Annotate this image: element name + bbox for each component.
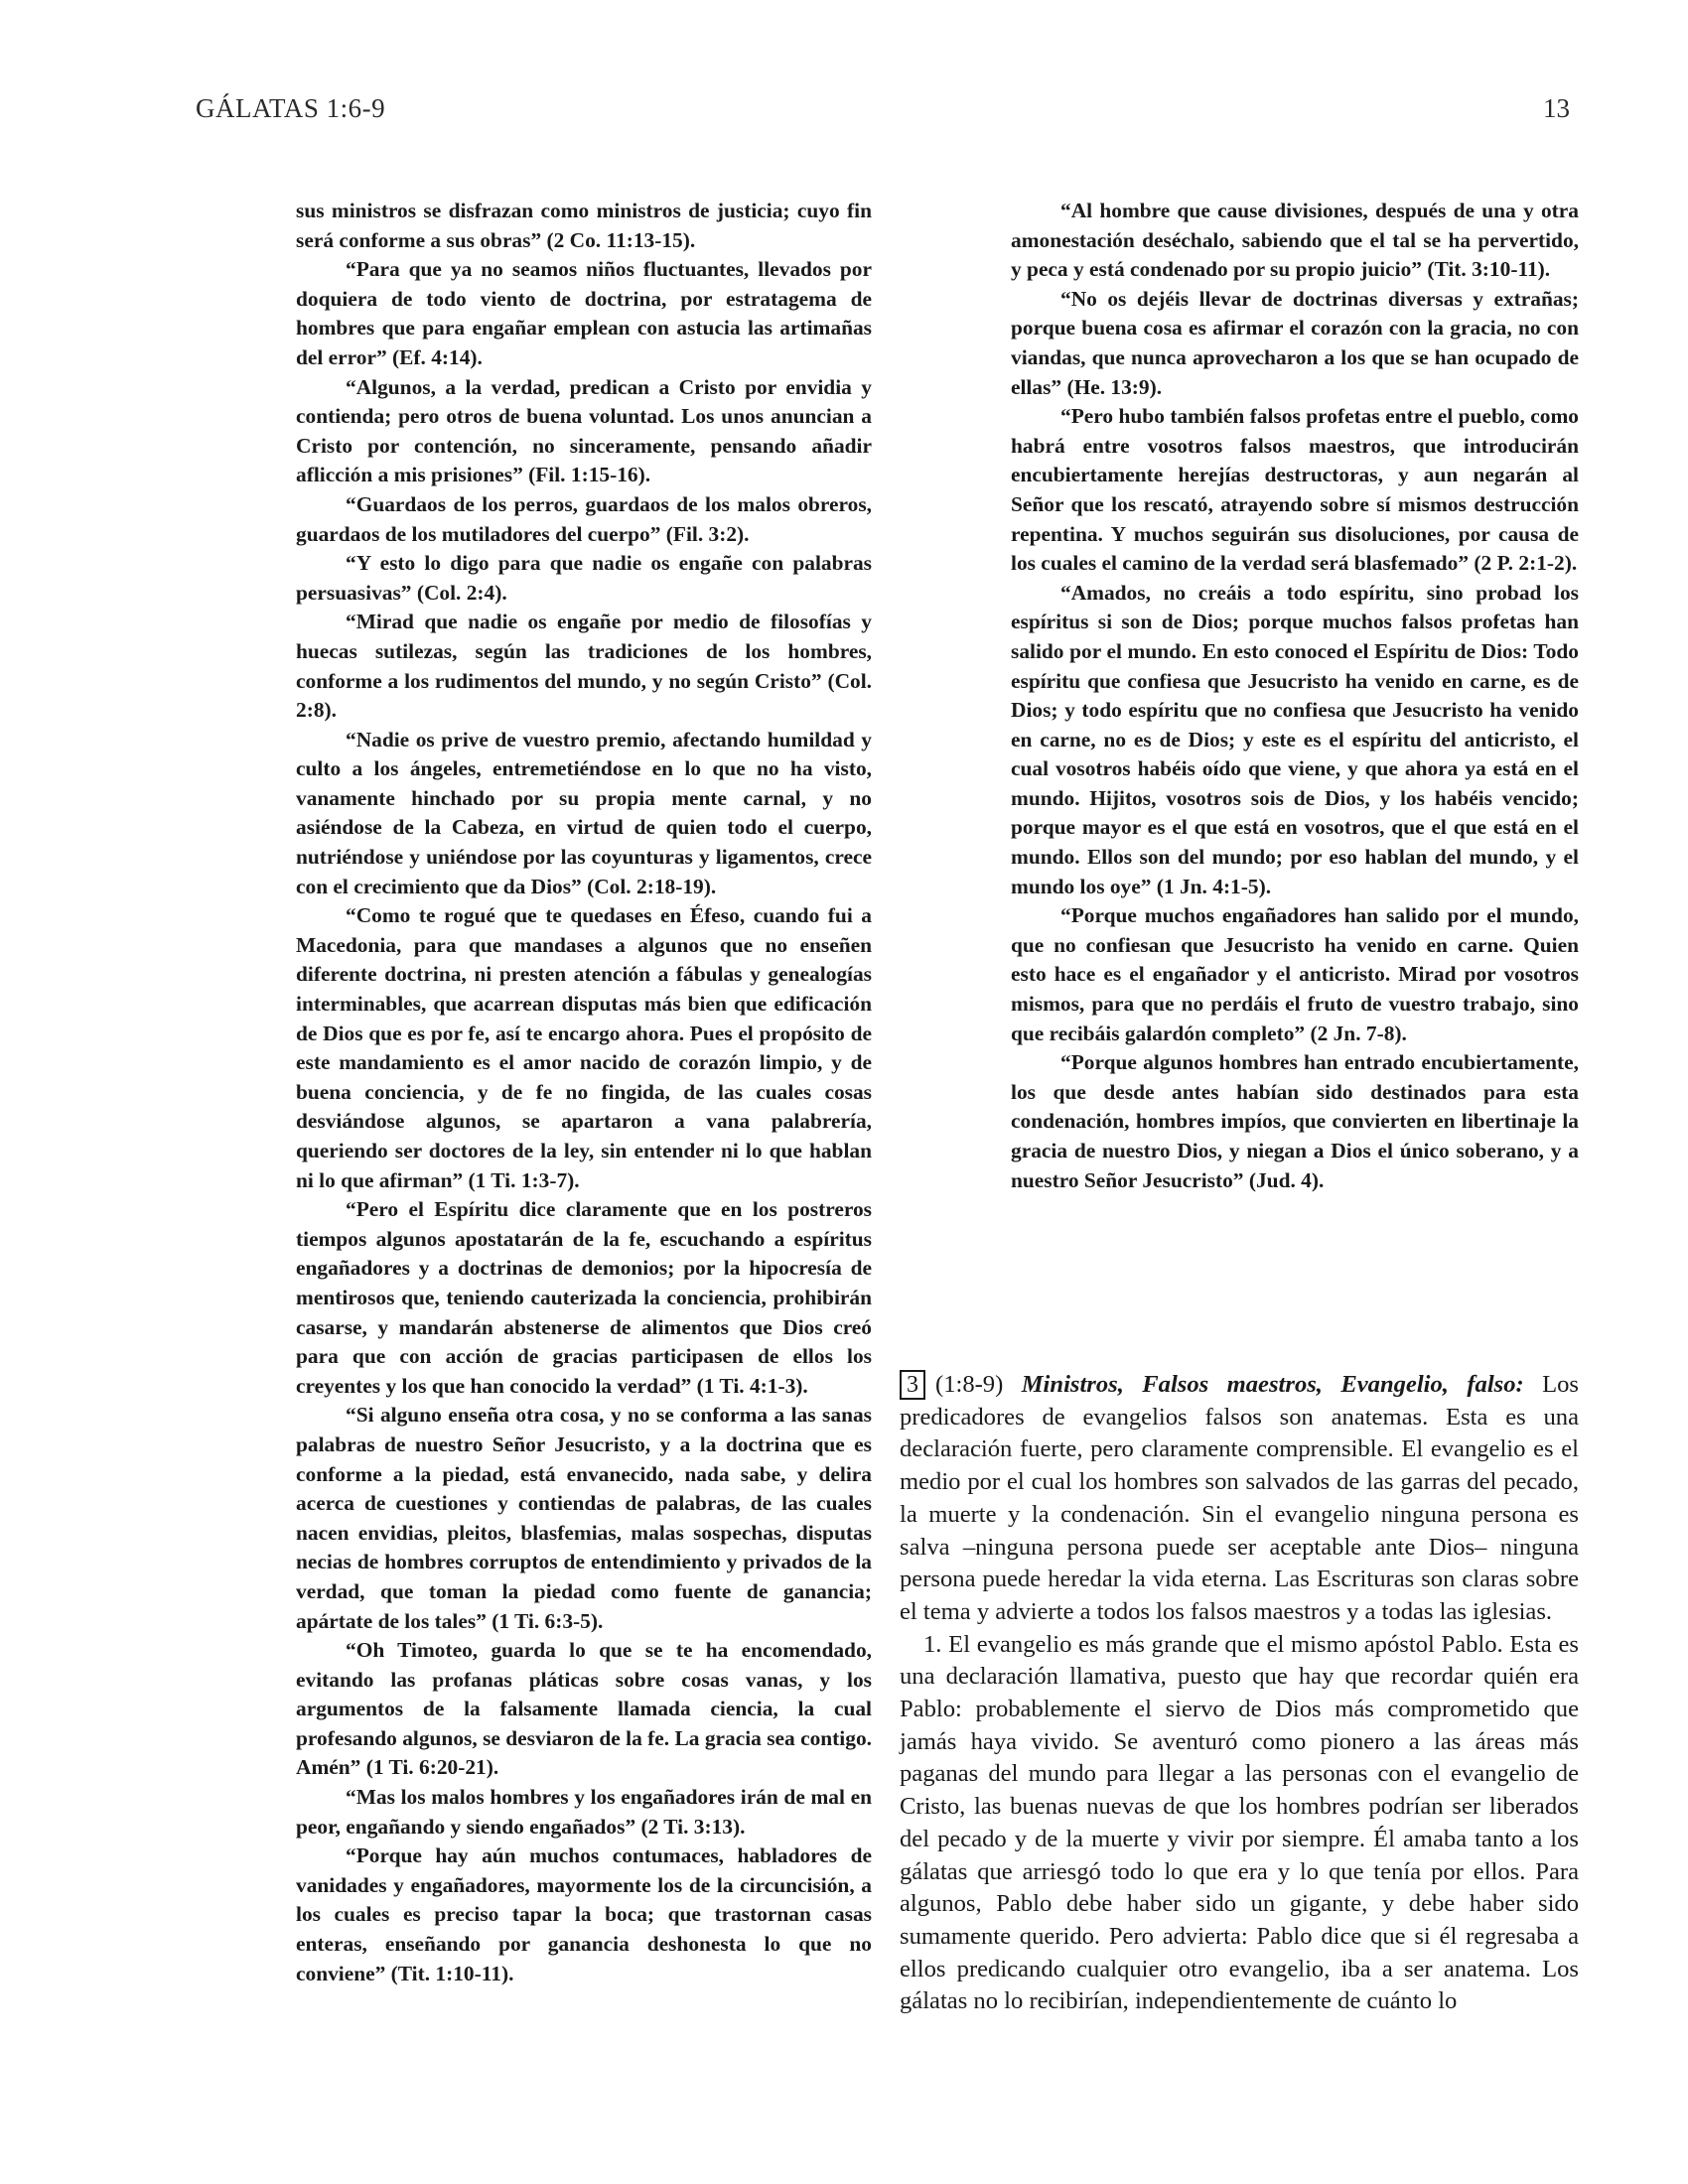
quote-paragraph: “Mas los malos hombres y los engañadores irán de mal en peor, engañando y siendo engañados” (2 Ti. 3:13). <box>296 1785 872 1839</box>
quote-paragraph: “Mirad que nadie os engañe por medio de filosofías y huecas sutilezas, según las tradiciones de los hombres, conforme a los rudimentos del mundo, y no según Cristo” (Col. 2:8). <box>296 610 872 723</box>
commentary-heading: Ministros, Falsos maestros, Evangelio, falso: <box>1021 1371 1524 1398</box>
quote-paragraph: “No os dejéis llevar de doctrinas diversas y extrañas; porque buena cosa es afirmar el corazón con la gracia, no con viandas, que nunca aprovecharon a los que se han ocupado de ellas” (He. 13:9). <box>1011 286 1579 399</box>
quote-paragraph: “Guardaos de los perros, guardaos de los malos obreros, guardaos de los mutiladores del cuerpo” (Fil. 3:2). <box>296 491 872 546</box>
running-header <box>196 93 1570 133</box>
quote-paragraph: “Porque muchos engañadores han salido por el mundo, que no confiesan que Jesucristo ha venido en carne. Quien esto hace es el engañador y el anticristo. Mirad por vosotros mismos, para que no perdáis el fruto de vuestro trabajo, sino que recibáis galardón completo” (2 Jn. 7-8). <box>1011 903 1579 1045</box>
commentary-section <box>900 1369 1579 2018</box>
quote-paragraph: “Para que ya no seamos niños fluctuantes, llevados por doquiera de todo viento de doctrina, por estratagema de hombres que para engañar emplean con astucia las artimañas del error” (Ef. 4:14). <box>296 257 872 369</box>
quote-paragraph: “Al hombre que cause divisiones, después de una y otra amonestación deséchalo, sabiendo que el tal se ha pervertido, y peca y está condenado por su propio juicio” (Tit. 3:10-11). <box>1011 199 1579 282</box>
page-number: 13 <box>1543 93 1570 123</box>
quote-paragraph: “Pero hubo también falsos profetas entre el pueblo, como habrá entre vosotros falsos maestros, que introducirán encubiertamente herejías destructoras, y aun negarán al Señor que los rescató, atrayendo sobre sí mismos destrucción repentina. Y muchos seguirán sus disoluciones, por causa de los cuales el camino de la verdad será blasfemado” (2 P. 2:1-2). <box>1011 404 1579 576</box>
quote-paragraph: “Nadie os prive de vuestro premio, afectando humildad y culto a los ángeles, entremetiéndose en lo que no ha visto, vanamente hinchado por su propia mente carnal, y no asiéndose de la Cabeza, en virtud de quien todo el cuerpo, nutriéndose y uniéndose por las coyunturas y ligamentos, crece con el crecimiento que da Dios” (Col. 2:18-19). <box>296 727 872 898</box>
left-column <box>296 197 872 1988</box>
commentary-reference: (1:8-9) <box>935 1371 1004 1398</box>
point-number-box: 3 <box>900 1370 925 1400</box>
quote-paragraph: “Algunos, a la verdad, predican a Cristo por envidia y contienda; pero otros de buena voluntad. Los unos anuncian a Cristo por contención, no sinceramente, pensando añadir aflicción a mis prisiones” (Fil. 1:15-16). <box>296 374 872 487</box>
header-title: GÁLATAS 1:6-9 <box>196 93 386 123</box>
quote-paragraph: “Porque hay aún muchos contumaces, habladores de vanidades y engañadores, mayormente los de la circuncisión, a los cuales es preciso tapar la boca; que trastornan casas enteras, enseñando por ganancia deshonesta lo que no conviene” (Tit. 1:10-11). <box>296 1843 872 1985</box>
quote-paragraph: “Pero el Espíritu dice claramente que en los postreros tiempos algunos apostatarán de la fe, escuchando a espíritus engañadores y a doctrinas de demonios; por la hipocresía de mentirosos que, teniendo cauterizada la conciencia, prohibirán casarse, y mandarán abstenerse de alimentos que Dios creó para que con acción de gracias participasen de ellos los creyentes y los que han conocido la verdad” (1 Ti. 4:1-3). <box>296 1197 872 1398</box>
quote-paragraph: “Porque algunos hombres han entrado encubiertamente, los que desde antes habían sido destinados para esta condenación, hombres impíos, que convierten en libertinaje la gracia de nuestro Dios, y niegan a Dios el único soberano, y a nuestro Señor Jesucristo” (Jud. 4). <box>1011 1050 1579 1192</box>
quote-paragraph: sus ministros se disfrazan como ministros de justicia; cuyo fin será conforme a sus obras” (2 Co. 11:13-15). <box>296 199 872 252</box>
quote-paragraph: “Si alguno enseña otra cosa, y no se conforma a las sanas palabras de nuestro Señor Jesucristo, y a la doctrina que es conforme a la piedad, está envanecido, nada sabe, y delira acerca de cuestiones y contiendas de palabras, de las cuales nacen envidias, pleitos, blasfemias, malas sospechas, disputas necias de hombres corruptos de entendimiento y privados de la verdad, que toman la piedad como fuente de ganancia; apártate de los tales” (1 Ti. 6:3-5). <box>296 1403 872 1633</box>
commentary-intro <box>900 1369 1579 1629</box>
commentary-intro-text: Los predicadores de evangelios falsos son anatemas. Esta es una declaración fuerte, pero claramente comprensible. El evangelio es el medio por el cual los hombres son salvados de las garras del pecado, la muerte y la condenación. Sin el evangelio ninguna persona es salva –ninguna persona puede ser aceptable ante Dios– ninguna persona puede heredar la vida eterna. Las Escrituras son claras sobre el tema y advierte a todos los falsos maestros y a todas las iglesias. <box>900 1371 1579 1625</box>
quote-paragraph: “Oh Timoteo, guarda lo que se te ha encomendado, evitando las profanas pláticas sobre cosas vanas, y los argumentos de la falsamente llamada ciencia, la cual profesando algunos, se desviaron de la fe. La gracia sea contigo. Amén” (1 Ti. 6:20-21). <box>296 1638 872 1780</box>
quote-paragraph: “Amados, no creáis a todo espíritu, sino probad los espíritus si son de Dios; porque muchos falsos profetas han salido por el mundo. En esto conoced el Espíritu de Dios: Todo espíritu que confiesa que Jesucristo ha venido en carne, es de Dios; y todo espíritu que no confiesa que Jesucristo ha venido en carne, no es de Dios; y este es el espíritu del anticristo, el cual vosotros habéis oído que viene, y que ahora ya está en el mundo. Hijitos, vosotros sois de Dios, y los habéis vencido; porque mayor es el que está en vosotros, que el que está en el mundo. Ellos son del mundo; por eso hablan del mundo, y el mundo los oye” (1 Jn. 4:1-5). <box>1011 580 1579 898</box>
right-column <box>1011 197 1579 1195</box>
quote-paragraph: “Como te rogué que te quedases en Éfeso, cuando fui a Macedonia, para que mandases a algunos que no enseñen diferente doctrina, ni presten atención a fábulas y genealogías interminables, que acarrean disputas más bien que edificación de Dios que es por fe, así te encargo ahora. Pues el propósito de este mandamiento es el amor nacido de corazón limpio, y de buena conciencia, y de fe no fingida, de las cuales cosas desviándose algunos, se apartaron a vana palabrería, queriendo ser doctores de la ley, sin entender ni lo que hablan ni lo que afirman” (1 Ti. 1:3-7). <box>296 903 872 1192</box>
quote-paragraph: “Y esto lo digo para que nadie os engañe con palabras persuasivas” (Col. 2:4). <box>296 551 872 605</box>
commentary-point-1: 1. El evangelio es más grande que el mismo apóstol Pablo. Esta es una declaración llamativa, puesto que hay que recordar quién era Pablo: probablemente el siervo de Dios más comprometido que jamás haya vivido. Se aventuró como pionero a las áreas más paganas del mundo para llegar a las personas con el evangelio de Cristo, las buenas nuevas de que los hombres podrían ser liberados del pecado y de la muerte y vivir por siempre. Él amaba tanto a los gálatas que arriesgó todo lo que era y lo que tenía por ellos. Para algunos, Pablo debe haber sido un gigante, y debe haber sido sumamente querido. Pero advierta: Pablo dice que si él regresaba a ellos predicando cualquier otro evangelio, iba a ser anatema. Los gálatas no lo recibirían, independientemente de cuánto lo <box>900 1630 1579 2015</box>
